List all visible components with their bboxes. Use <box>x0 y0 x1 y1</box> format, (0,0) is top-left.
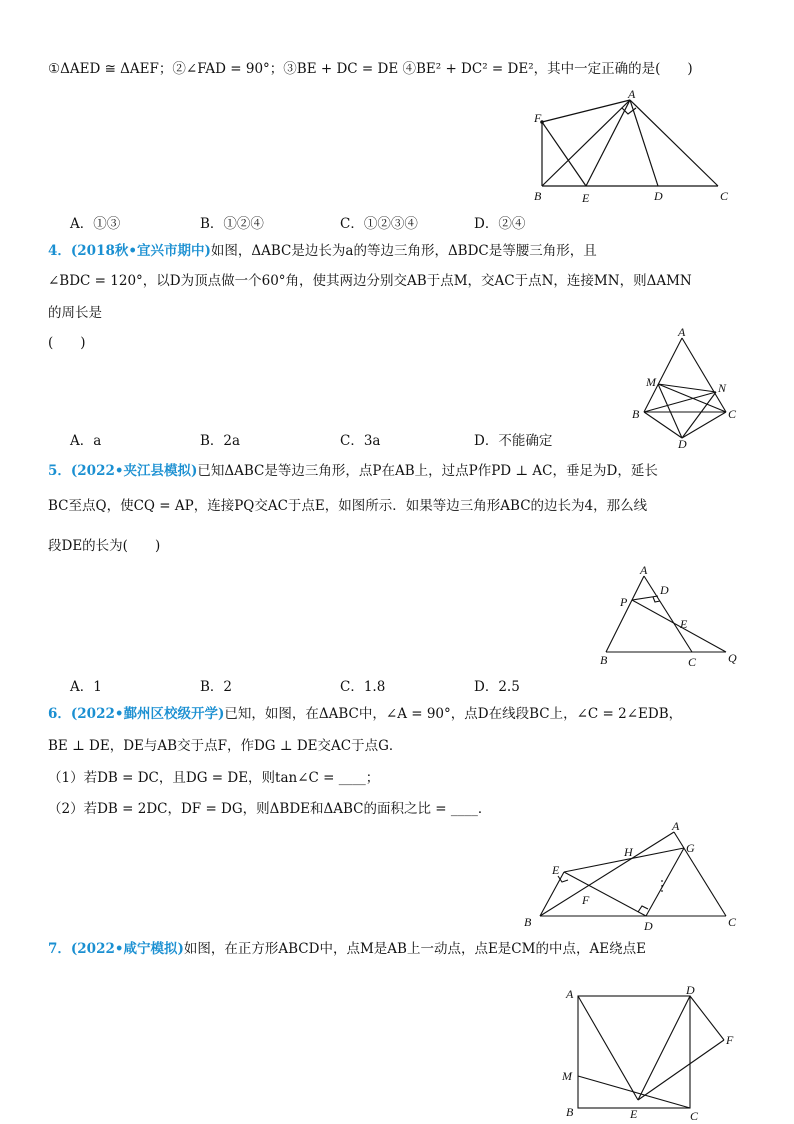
q4-label-b: B <box>632 407 640 421</box>
q7-number: 7． <box>48 941 71 957</box>
q5-line1 <box>48 462 658 480</box>
q6-label-f: F <box>582 893 590 907</box>
q6-line2: BE ⊥ DE，DE与AB交于点F，作DG ⊥ DE交AC于点G． <box>48 738 403 754</box>
q7-label-m: M <box>562 1069 572 1083</box>
q5-line2: BC至点Q，使CQ = AP，连接PQ交AC于点E，如图所示．如果等边三角形ABC的边长为4，那么线 <box>48 498 648 514</box>
q5-source: (2022•夹江县模拟) <box>70 463 198 479</box>
q4-label-a: A <box>678 325 686 339</box>
q4-line-nd <box>682 392 716 438</box>
q3-label-a: A <box>628 87 636 101</box>
q6-label-c: C <box>728 915 737 929</box>
q6-label-g: G <box>686 841 695 855</box>
q6-label-e: E <box>552 863 560 877</box>
q3-label-d: D <box>654 189 663 203</box>
q6-figure <box>520 818 750 938</box>
q5-number: 5． <box>48 463 71 479</box>
q4-text1: 如图，ΔABC是边长为a的等边三角形，ΔBDC是等腰三角形，且 <box>210 243 597 259</box>
q6-label-a: A <box>672 819 680 833</box>
q6-label-b: B <box>524 915 532 929</box>
q3-option-b[interactable]: B．①②④ <box>200 216 264 232</box>
q4-line1 <box>48 242 597 260</box>
q6-line-ac <box>674 832 726 916</box>
q7-text1: 如图，在正方形ABCD中，点M是AB上一动点，点E是CM的中点，AE绕点E <box>183 941 646 957</box>
q6-right-angle-d <box>638 906 648 912</box>
q4-label-n: N <box>718 381 727 395</box>
q5-line-pq <box>632 600 726 652</box>
q7-label-e: E <box>630 1107 638 1121</box>
q6-sub2: （2）若DB = 2DC，DF = DG，则ΔBDE和ΔABC的面积之比 = ____． <box>48 801 492 817</box>
q5-option-b[interactable]: B．2 <box>200 679 233 695</box>
q3-option-d[interactable]: D．②④ <box>474 216 526 232</box>
q7-figure <box>560 984 750 1124</box>
q4-option-c[interactable]: C．3a <box>340 433 381 449</box>
q7-line-ef <box>638 1040 724 1100</box>
q4-number: 4． <box>48 243 71 259</box>
q6-label-h: H <box>624 845 633 859</box>
q5-label-d: D <box>660 583 669 597</box>
q3-label-f: F <box>534 111 542 125</box>
q4-line-ac <box>682 338 726 412</box>
q7-label-d: D <box>686 983 695 997</box>
q5-line-ba <box>606 576 644 652</box>
q7-label-a: A <box>566 987 574 1001</box>
q4-source: (2018秋•宜兴市期中) <box>70 243 211 259</box>
q4-line-bn <box>644 392 716 412</box>
q3-figure <box>530 88 730 208</box>
q7-label-f: F <box>726 1033 734 1047</box>
q6-sub1: （1）若DB = DC，且DG = DE，则tan∠C = ____； <box>48 770 380 786</box>
q5-option-d[interactable]: D．2.5 <box>474 679 520 695</box>
q6-line-ba <box>540 832 674 916</box>
q7-line-ed <box>638 996 690 1100</box>
q3-line-fe <box>542 122 586 186</box>
q4-line-cd <box>682 412 726 438</box>
q6-line-be <box>540 872 564 916</box>
q4-label-m: M <box>646 375 656 389</box>
q4-figure <box>626 325 756 451</box>
q7-line-df <box>690 996 724 1040</box>
q7-label-b: B <box>566 1105 574 1119</box>
q5-line3: 段DE的长为( ) <box>48 538 161 554</box>
q5-option-a[interactable]: A．1 <box>70 679 102 695</box>
q3-label-b: B <box>534 189 542 203</box>
q3-statement: ①ΔAED ≅ ΔAEF；②∠FAD = 90°；③BE + DC = DE ④BE² + DC² = DE²，其中一定正确的是( ) <box>48 61 693 77</box>
q5-option-c[interactable]: C．1.8 <box>340 679 386 695</box>
q4-label-d: D <box>678 437 687 451</box>
q5-label-q: Q <box>728 651 737 665</box>
q6-label-d: D <box>644 919 653 933</box>
q5-figure <box>596 564 756 674</box>
q6-text1: 已知，如图，在ΔABC中，∠A = 90°，点D在线段BC上，∠C = 2∠EDB， <box>224 706 683 722</box>
q7-label-c: C <box>690 1109 699 1123</box>
q4-line2: ∠BDC = 120°，以D为顶点做一个60°角，使其两边分别交AB于点M，交AC于点N，连接MN，则ΔAMN <box>48 273 692 289</box>
q5-label-e: E <box>680 617 688 631</box>
q4-line3: 的周长是 <box>48 305 102 321</box>
q3-label-e: E <box>582 191 590 205</box>
q4-option-d[interactable]: D．不能确定 <box>474 433 553 449</box>
q6-line-dg <box>646 848 684 916</box>
q5-label-a: A <box>640 563 648 577</box>
q3-line-ac <box>630 100 718 186</box>
q4-option-b[interactable]: B．2a <box>200 433 241 449</box>
q6-line-ed <box>564 872 646 916</box>
q7-square-abcd <box>578 996 690 1108</box>
q5-label-c: C <box>688 655 697 669</box>
q4-label-c: C <box>728 407 737 421</box>
q6-source: (2022•鄞州区校级开学) <box>70 706 225 722</box>
q3-line-ab <box>542 100 630 186</box>
q5-label-b: B <box>600 653 608 667</box>
q7-line-mc <box>578 1076 690 1108</box>
q7-line1 <box>48 940 646 958</box>
q3-option-a[interactable]: A．①③ <box>70 216 121 232</box>
q7-source: (2022•咸宁模拟) <box>70 941 184 957</box>
q5-label-p: P <box>620 595 628 609</box>
q6-line1 <box>48 705 682 723</box>
q4-option-a[interactable]: A．a <box>70 433 102 449</box>
q4-line4: ( ) <box>48 335 86 351</box>
q3-line-fa <box>542 100 630 122</box>
q5-text1: 已知ΔABC是等边三角形，点P在AB上，过点P作PD ⊥ AC，垂足为D，延长 <box>197 463 658 479</box>
q6-number: 6． <box>48 706 71 722</box>
q3-option-c[interactable]: C．①②③④ <box>340 216 418 232</box>
q3-label-c: C <box>720 189 729 203</box>
q3-line-ae <box>586 100 630 186</box>
